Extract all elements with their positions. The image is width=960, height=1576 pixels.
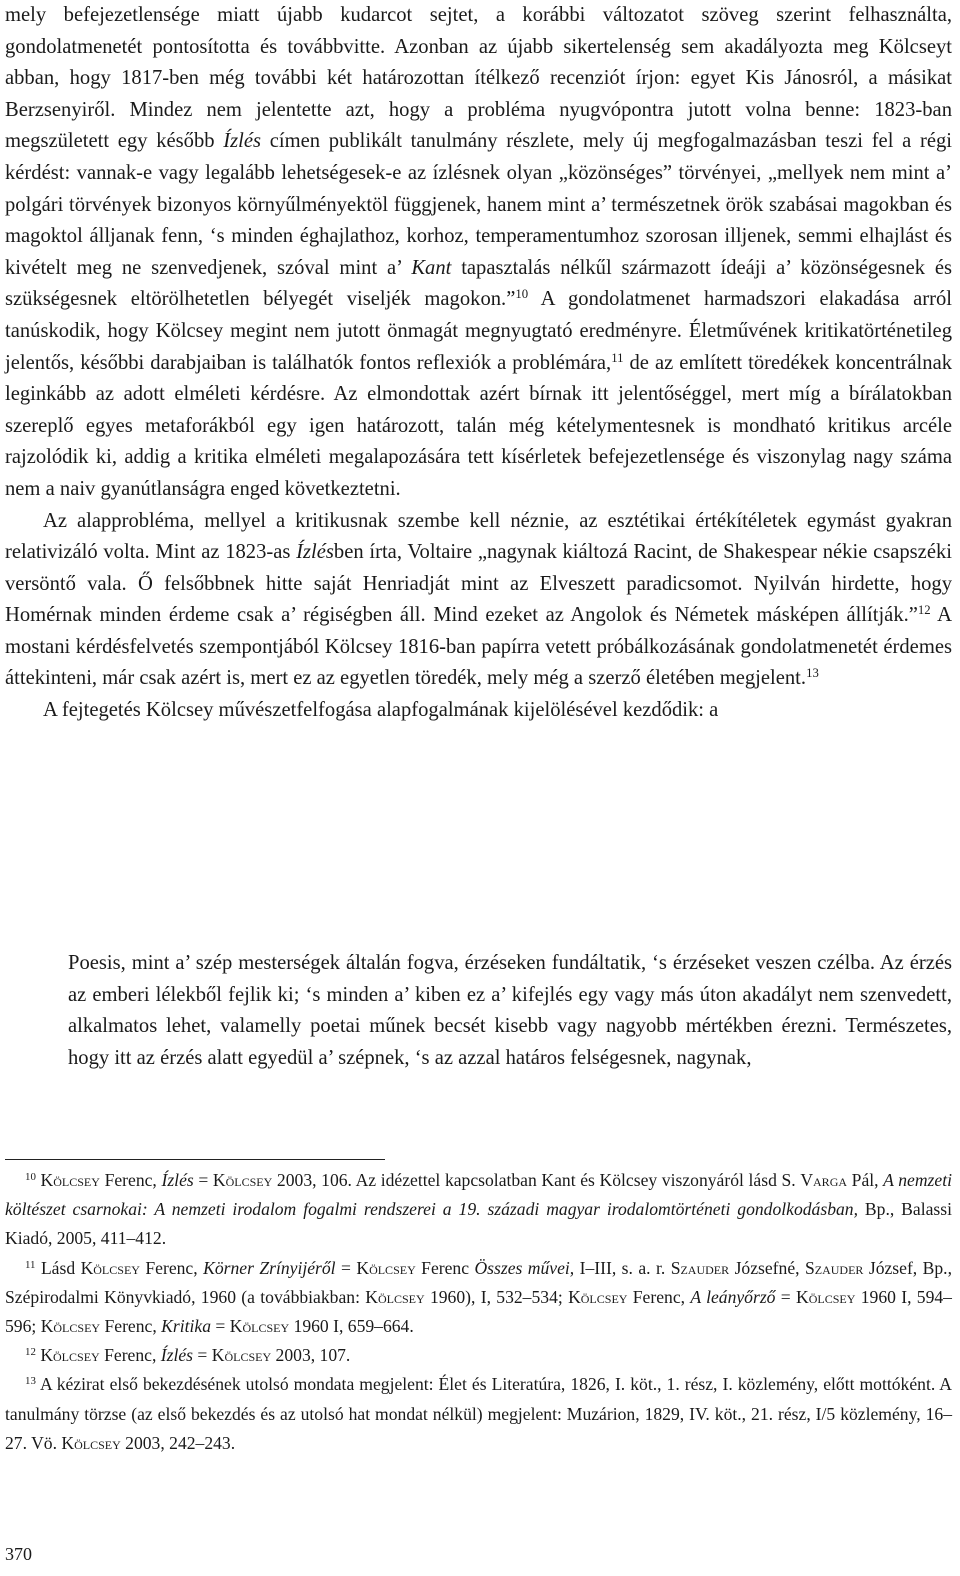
footnote-fragment: Kölcsey <box>211 1345 272 1366</box>
footnote-fragment: Józsefné, <box>729 1257 805 1278</box>
footnote-fragment: Kölcsey <box>229 1316 290 1337</box>
quote-text: Poesis, mint a’ szép mesterségek általán fogva, érzéseken fundáltatik, ‘s érzéseket veszen czélba. Az érzés az emberi lélekből fejlik ki; ‘s minden a’ kiben ez a’ kifejlés egy vagy más úton akadályt nem szenvedett, alkalmatos lehet, valamelly poetai műnek becsét kisebb vagy nagyobb mértékben érezni. Természetes, hogy itt az érzés alatt egyedül a’ szépnek, ‘s az azzal határos felségesnek, nagynak, <box>68 952 952 1069</box>
footnote-10 <box>5 1166 952 1254</box>
footnote-fragment: Körner Zrínyijéről <box>203 1257 336 1278</box>
footnote-fragment: A kézirat első bekezdésének utolsó mondata megjelent: Élet és Literatúra, 1826, I. köt., 1. rész, I. közlemény, előtt mottóként. A tanulmány törzse (az első bekezdés és az utolsó hat mondat nélkül) megjelent: Muzárion, 1829, IV. köt., 21. rész, I/5 közlemény, 16–27. Vö. <box>5 1374 952 1453</box>
footnote-fragment: Kritika <box>161 1316 212 1337</box>
footnote-fragment: 1960 I, 659–664. <box>289 1316 414 1337</box>
title-izles: Ízlés <box>296 541 334 564</box>
footnote-fragment: Bp., Balassi Kiadó, 2005, 411–412. <box>5 1199 952 1249</box>
text-fragment: tapasztalás nélkűl származott ídeáji a’ közönségesnek és szükségesnek eltörölhetetlen bélyegét viseljék magokon.” <box>5 256 953 311</box>
footnote-fragment: Kölcsey <box>356 1257 416 1278</box>
footnote-fragment: Kölcsey <box>40 1345 100 1366</box>
footnote-fragment: József, Bp., Szépirodalmi Könyvkiadó, 1960 (a továbbiakban: <box>5 1257 952 1307</box>
footnote-fragment: Kölcsey <box>40 1170 100 1190</box>
name-kant: Kant <box>411 256 452 279</box>
footnote-number: 12 <box>25 1346 36 1359</box>
footnote-fragment: Kölcsey <box>80 1257 140 1278</box>
footnote-number: 10 <box>25 1171 36 1183</box>
footnote-fragment: Ferenc, <box>99 1170 162 1190</box>
footnote-ref-13[interactable]: 13 <box>806 666 819 681</box>
footnote-fragment: Ízlés <box>160 1345 194 1366</box>
footnote-ref-10[interactable]: 10 <box>515 287 529 302</box>
page-number: 370 <box>5 1544 32 1564</box>
footnote-fragment: 1960), I, 532–534; <box>424 1286 569 1307</box>
footnote-fragment: = <box>335 1257 357 1278</box>
paragraph-3: A fejtegetés Kölcsey művészetfelfogása alapfogalmának kijelölésével kezdődik: a <box>43 699 719 722</box>
footnotes <box>5 1166 952 1458</box>
footnote-fragment: A nemzeti költészet csarnokai: A nemzeti irodalom fogalmi rendszerei a 19. századi magyar irodalomtörténeti gondolkodásban, <box>5 1170 952 1220</box>
main-text <box>5 0 952 727</box>
footnote-11 <box>5 1254 952 1342</box>
footnote-fragment: A leányőrző <box>690 1286 776 1307</box>
footnote-fragment: 2003, 106. Az idézettel kapcsolatban Kant és Kölcsey viszonyáról lásd S. <box>272 1170 801 1190</box>
footnote-fragment: = <box>193 1345 212 1366</box>
footnote-fragment: Ferenc, <box>627 1286 691 1307</box>
footnote-ref-11[interactable]: 11 <box>611 350 624 365</box>
footnote-fragment: 2003, 242–243. <box>120 1432 236 1453</box>
text-fragment: A gondolatmenet harmadszori elakadása arról tanúskodik, hogy Kölcsey megint nem jutott önmagát megnyugtató eredményre. Életművének kritikatörténetileg jelentős, későbbi darabjaiban is találhatók fontos reflexiók a problémára, <box>5 288 952 374</box>
text-fragment: címen publikált tanulmány részlete, mely új megfogalmazásban teszi fel a régi kérdést: vannak-e vagy legalább lehetségesek-e az ízlésnek olyan „közönséges” törvényei, „mellyek nem mint a’ polgári törvények bizonyos környűlményektöl függjenek, hanem mint a’ természetnek örök szabásai magokban és magoktol álljanak fenn, ‘s minden éghajlathoz, korhoz, temperamentumhoz szorosan illjenek, semmi elhajlást és kivételt meg ne szenvedjenek, szóval mint a’ <box>5 130 952 279</box>
text-fragment: de az említett töredékek koncentrálnak leginkább az adott elméleti kérdésre. Az elmondottak azért bírnak itt jelentőséggel, mert míg a bírálatokban szereplő egyes metaforákból egy igen határozott, talán még kételymentesnek is mondható kritikus arcéle rajzolódik ki, addig a kritika elméleti megalapozására tett kísérletek befejezetlensége és viszonylag nagy száma nem a naiv gyanútlanságra enged következtetni. <box>5 351 953 500</box>
footnote-fragment: = <box>775 1286 797 1307</box>
paragraph-2 <box>5 506 952 696</box>
title-izles: Ízlés <box>223 130 262 153</box>
footnote-fragment: = <box>211 1316 230 1337</box>
footnote-fragment: Kölcsey <box>212 1170 273 1190</box>
footnote-fragment: Pál, <box>847 1170 884 1190</box>
block-quote <box>68 948 952 1074</box>
footnote-fragment: I–III, s. a. r. <box>574 1257 671 1278</box>
text-fragment: A mostani kérdésfelvetés szempontjából Kölcsey 1816-ban papírra vetett próbálkozásának gondolatmenetét érdemes áttekinteni, már csak azért is, mert ez az egyetlen töredék, mely még a szerző életében megjelent. <box>5 604 952 690</box>
text-fragment: Az alapprobléma, mellyel a kritikusnak szembe kell néznie, az esztétikai értékítéletek egymást gyakran relativizáló volta. Mint az 1823-as <box>5 509 952 564</box>
footnote-fragment: Kölcsey <box>365 1286 425 1307</box>
footnote-fragment: Kölcsey <box>61 1432 121 1453</box>
footnote-fragment: Kölcsey <box>568 1286 628 1307</box>
footnote-fragment: Ferenc, <box>139 1257 204 1278</box>
footnote-12 <box>5 1341 952 1370</box>
footnote-fragment: Kölcsey <box>796 1286 856 1307</box>
footnote-fragment: Ízlés <box>161 1170 194 1190</box>
footnote-ref-12[interactable]: 12 <box>917 603 931 618</box>
footnote-fragment: Varga <box>800 1170 848 1190</box>
footnote-divider <box>5 1159 385 1160</box>
footnote-13 <box>5 1370 952 1458</box>
footnote-fragment: Kölcsey <box>40 1316 101 1337</box>
paragraph-1 <box>5 0 952 506</box>
footnote-fragment: Szauder <box>670 1257 730 1278</box>
footnote-fragment: Szauder <box>804 1257 864 1278</box>
text-fragment: ben írta, Voltaire „nagynak kiáltozá Racint, de Shakespear nékie csapszéki versöntő vala. Ő felsőbbnek hitte saját Henriadját mint az Elveszett paradicsomot. Nyilván hirdette, hogy Homérnak minden érdeme csak a’ régiségben áll. Mind ezeket az Angolok és Németek másképen állítják.” <box>5 541 952 627</box>
footnote-fragment: Ferenc, <box>100 1316 162 1337</box>
footnote-fragment: 2003, 107. <box>271 1345 351 1366</box>
footnote-number: 13 <box>25 1375 36 1388</box>
footnote-fragment: 1960 I, 594–596; <box>5 1286 952 1337</box>
footnote-fragment: Összes művei, <box>474 1257 575 1278</box>
footnote-number: 11 <box>25 1258 36 1271</box>
footnote-fragment: Ferenc <box>415 1257 475 1278</box>
footnote-fragment: Lásd <box>35 1257 81 1278</box>
text-fragment: mely befejezetlensége miatt újabb kudarcot sejtet, a korábbi változatot szöveg szerint felhasználta, gondolatmenetét pontosította és továbbvitte. Azonban az újabb sikertelenség sem akadályozta meg Kölcseyt abban, hogy 1817-ben még további két határozottan ítélkező recenziót írjon: egyet Kis Jánosról, a másikat Berzsenyiről. Mindez nem jelentette azt, hogy a probléma nyugvópontra jutott volna benne: 1823-ban megszületett egy később <box>5 4 952 153</box>
footnote-fragment: = <box>193 1170 213 1190</box>
footnote-fragment: Ferenc, <box>99 1345 161 1366</box>
